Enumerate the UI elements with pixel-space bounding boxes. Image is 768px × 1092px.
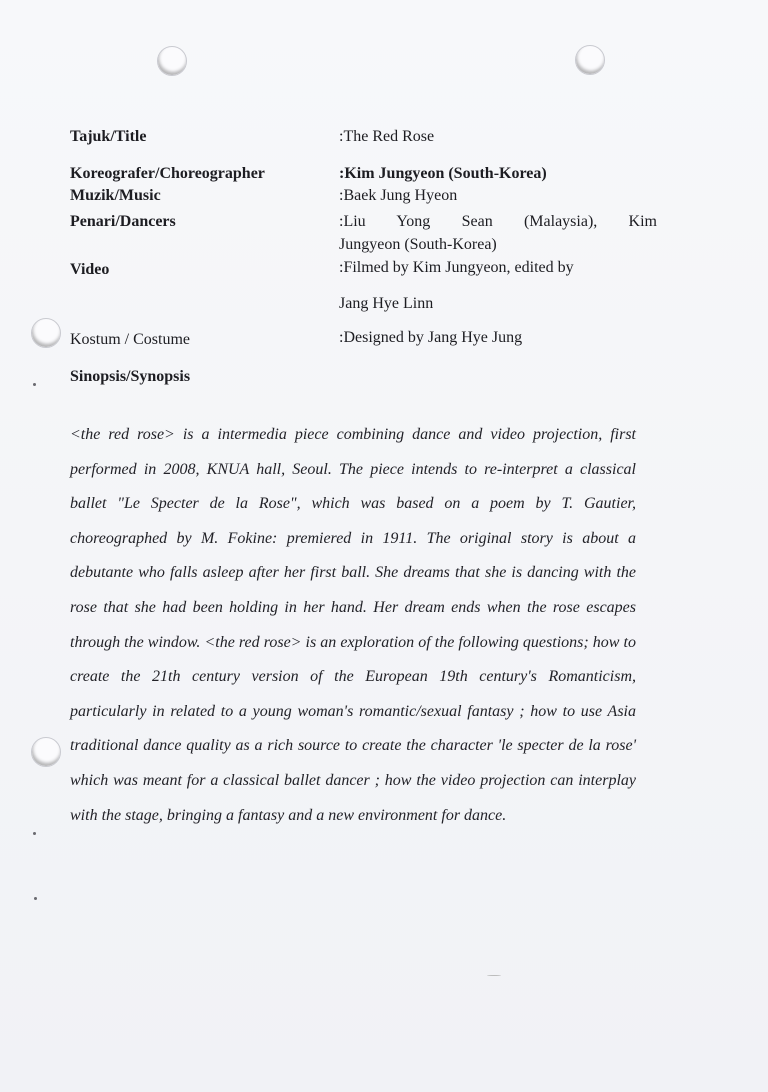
scan-speck bbox=[34, 897, 37, 900]
costume-value: :Designed by Jang Hye Jung bbox=[339, 329, 523, 346]
punch-hole bbox=[31, 318, 61, 348]
costume-label: Kostum / Costume bbox=[70, 331, 191, 348]
title-label: Tajuk/Title bbox=[70, 128, 147, 145]
video-value-line1: :Filmed by Kim Jungyeon, edited by bbox=[339, 259, 574, 276]
punch-hole bbox=[157, 46, 187, 76]
dancers-value-line2: Jungyeon (South-Korea) bbox=[339, 236, 497, 253]
punch-hole bbox=[575, 45, 605, 75]
choreographer-label: Koreografer/Choreographer bbox=[70, 165, 265, 182]
video-label: Video bbox=[70, 261, 110, 278]
dancers-label: Penari/Dancers bbox=[70, 213, 176, 230]
video-value-line2: Jang Hye Linn bbox=[339, 295, 434, 312]
title-value: :The Red Rose bbox=[339, 128, 435, 145]
synopsis-text: <the red rose> is a intermedia piece combining dance and video projection, first performed in 2008, KNUA hall, Seoul. The piece intends to re-interpret a classical ballet "Le Specter de la Rose", which was based on a poem by T. Gautier, choreographed by M. Fokine: premiered in 1911. The original story is about a debutante who falls asleep after her first ball. She dreams that she is dancing with the rose that she had been holding in her hand. Her dream ends when the rose escapes through the window. <the red rose> is an exploration of the following questions; how to create the 21th century version of the European 19th century's Romanticism, particularly in related to a young woman's romantic/sexual fantasy ; how to use Asia traditional dance quality as a rich source to create the character 'le specter de la rose' which was meant for a classical ballet dancer ; how the video projection can interplay with the stage, bringing a fantasy and a new environment for dance. bbox=[70, 426, 636, 824]
scan-speck bbox=[487, 975, 501, 976]
scan-speck bbox=[33, 383, 36, 386]
synopsis-label: Sinopsis/Synopsis bbox=[70, 368, 191, 385]
dancers-value-line1: :Liu Yong Sean (Malaysia), Kim bbox=[339, 213, 657, 230]
scan-speck bbox=[33, 832, 36, 835]
punch-hole bbox=[31, 737, 61, 767]
choreographer-value: :Kim Jungyeon (South-Korea) bbox=[339, 165, 547, 182]
music-value: :Baek Jung Hyeon bbox=[339, 187, 458, 204]
music-label: Muzik/Music bbox=[70, 187, 161, 204]
